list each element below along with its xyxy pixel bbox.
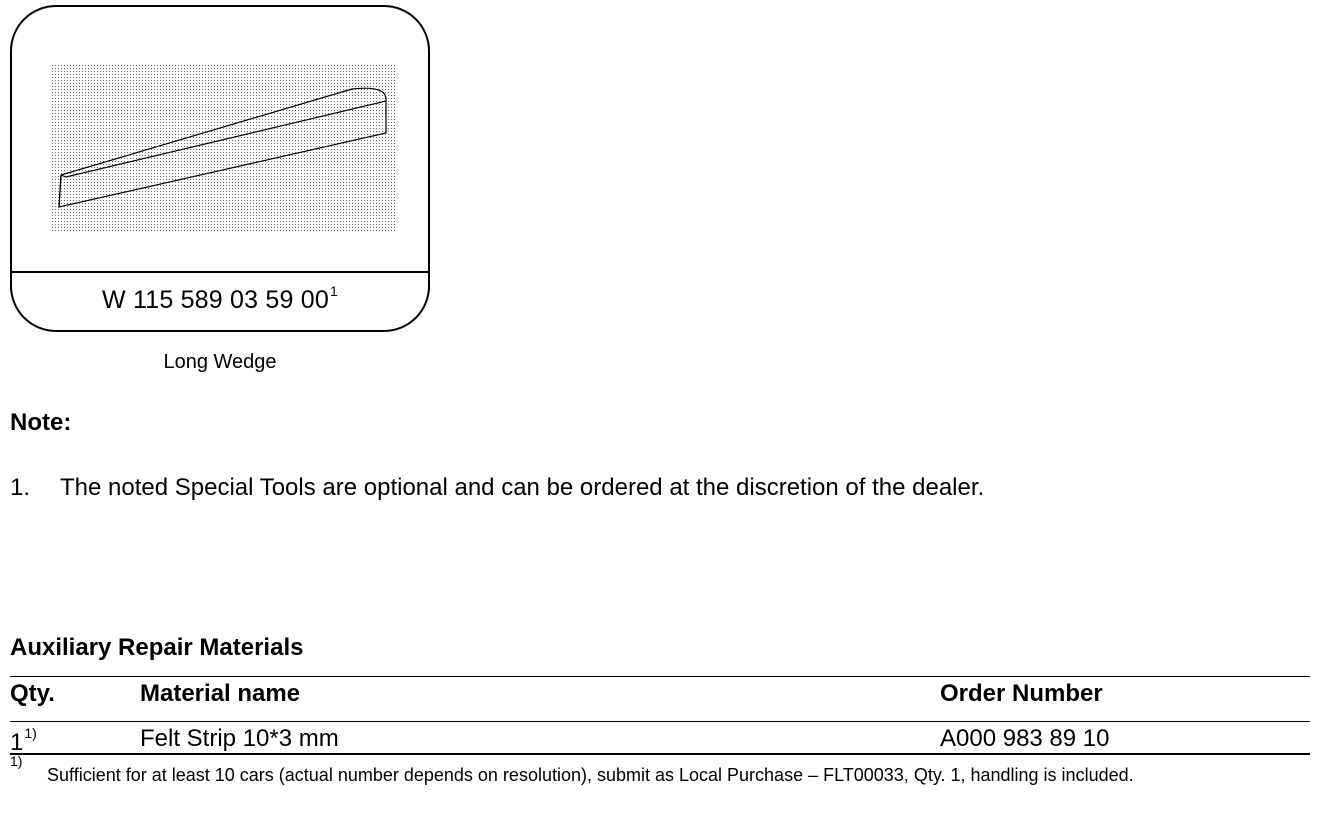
column-header-qty: Qty.	[10, 680, 55, 707]
materials-section-title: Auxiliary Repair Materials	[10, 634, 304, 661]
row-material-name: Felt Strip 10*3 mm	[140, 725, 339, 752]
long-wedge-illustration	[52, 65, 396, 233]
illustration-background	[52, 65, 396, 233]
footnote-text: Sufficient for at least 10 cars (actual number depends on resolution), submit as Local Purchase – FLT00033, Qty. 1, handling is included.	[47, 765, 1134, 785]
part-number-superscript: 1	[329, 283, 338, 299]
column-header-order-number: Order Number	[940, 680, 1103, 707]
column-header-material-name: Material name	[140, 680, 301, 707]
note-item-number: 1.	[10, 474, 31, 501]
row-order-number: A000 983 89 10	[940, 725, 1110, 752]
table-bottom-rule	[10, 753, 1310, 755]
special-tool-card	[10, 5, 430, 332]
row-qty-value: 1	[10, 729, 24, 756]
note-heading: Note:	[10, 409, 72, 436]
table-top-rule	[10, 676, 1310, 677]
tool-caption: Long Wedge	[163, 351, 277, 373]
tool-card-divider	[12, 271, 428, 273]
tool-part-number	[12, 283, 428, 315]
row-qty-footnote-mark: 1)	[24, 725, 37, 741]
table-header-rule	[10, 721, 1310, 722]
footnote-mark: 1)	[10, 753, 23, 769]
part-number-text: W 115 589 03 59 00	[102, 286, 329, 314]
note-item-text: The noted Special Tools are optional and can be ordered at the discretion of the dealer.	[60, 474, 985, 501]
note-item	[10, 474, 984, 502]
